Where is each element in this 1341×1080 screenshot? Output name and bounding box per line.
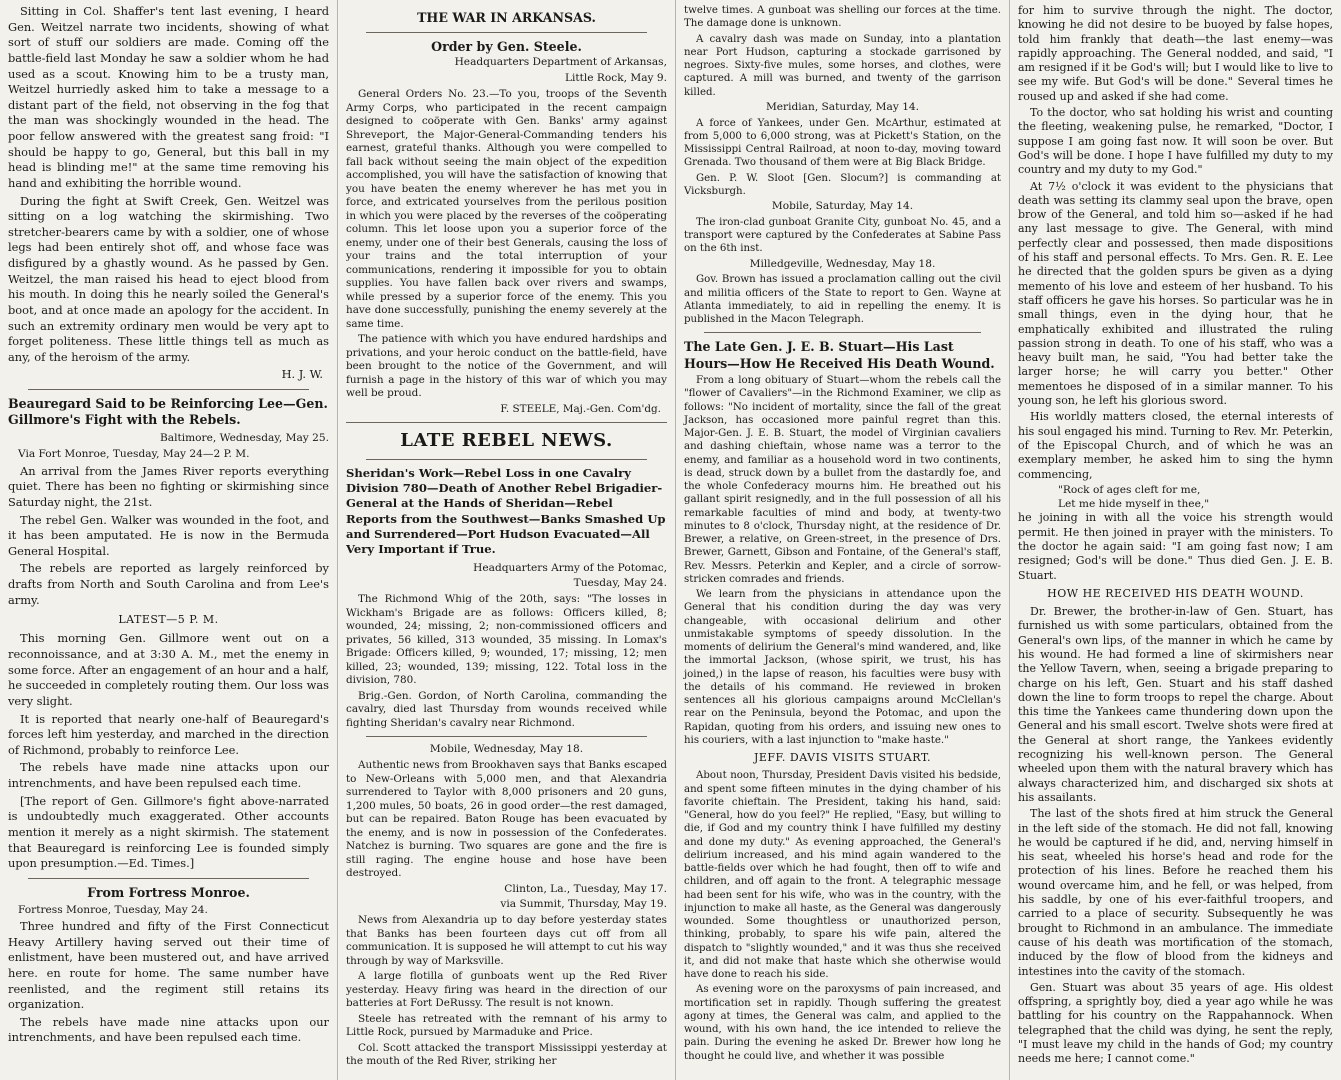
section-subheading: JEFF. DAVIS VISITS STUART. [753, 751, 932, 765]
article-paragraph: The rebels are reported as largely reinforced by drafts from North and South Carolina and from Lee's army. [8, 561, 329, 607]
article-paragraph: The rebel Gen. Walker was wounded in the foot, and it has been amputated. He is now in the Bermuda General Hospital. [8, 512, 329, 558]
article-paragraph: Sitting in Col. Shaffer's tent last evening, I heard Gen. Weitzel narrate two incidents, showing of what sort of stuff our soldiers are made. Coming off the battle-field last Monday he saw a soldier whom he had used as a scout. Knowing him to be a trusty man, Weitzel hurriedly asked him to take a message to a distant part of the field, not observing in the fog that the man was shockingly wounded in the head. The poor fellow answered with the greatest sang froid: "I should be happy to go, General, but this ball in my head is blinding me!" at the same time removing his hand and exhibiting the horrible wound. [8, 4, 329, 190]
article-paragraph: To the doctor, who sat holding his wrist and counting the fleeting, weakening pulse, he remarked, "Doctor, I suppose I am going fast now. It will soon be over. But God's will be done. I hope I have fulfilled my duty to my country and my duty to my God." [1018, 106, 1333, 177]
article-paragraph: His worldly matters closed, the eternal interests of his soul engaged his mind. Turning to Rev. Mr. Peterkin, of the Episcopal Church, and of which he was an exemplary member, he asked him to sing the hymn commencing, [1018, 410, 1333, 481]
article-paragraph: A large flotilla of gunboats went up the Red River yesterday. Heavy firing was heard in the direction of our batteries at Fort DeRussy. The result is not known. [346, 970, 667, 1010]
column-2 [337, 0, 675, 1080]
dateline: Headquarters Department of Arkansas, [454, 56, 667, 69]
dateline: Baltimore, Wednesday, May 25. [159, 431, 329, 444]
column-rule [704, 332, 981, 333]
dateline: Mobile, Saturday, May 14. [771, 200, 914, 213]
article-paragraph: Steele has retreated with the remnant of his army to Little Rock, pursued by Marmaduke and Price. [346, 1012, 667, 1039]
article-paragraph: A cavalry dash was made on Sunday, into a plantation near Port Hudson, capturing a stockade garrisoned by negroes. Sixty-five mules, some horses, and clothes, were captured. A mill was burned, and twenty of the garrison killed. [684, 33, 1001, 98]
dateline: Headquarters Army of the Potomac, [473, 561, 667, 574]
column-4 [1009, 0, 1341, 1080]
article-paragraph: During the fight at Swift Creek, Gen. Weitzel was sitting on a log watching the skirmishing. Two stretcher-bearers came by with a soldier, one of whose legs had been entirely shot off, and whose face was disfigured by a ghastly wound. As he passed by Gen. Weitzel, the man raised his head to eject blood from his mouth. In doing this he nearly soiled the General's boot, and at once made an apology for the accident. In such an extremity ordinary men would be very apt to forget politeness. These little things tell as much as any, of the heroism of the army. [8, 193, 329, 364]
article-paragraph: About noon, Thursday, President Davis visited his bedside, and spent some fifteen minutes in the dying chamber of his favorite chieftain. The President, taking his hand, said: "General, how do you feel?" He replied, "Easy, but willing to die, if God and my country think I have fulfilled my destiny and done my duty." As evening approached, the General's delirium increased, and his mind again wandered to the battle-fields over which he had fought, then off to wife and children, and off again to the front. A telegraphic message had been sent for his wife, who was in the country, with the injunction to make all haste, as the General was dangerously wounded. Some thoughtless or unauthorized person, thinking, probably, to spare his wife pain, altered the dispatch to "slightly wounded," and it was thus she received it, and did not make that haste which she otherwise would have done to reach his side. [684, 770, 1001, 981]
article-paragraph: Gen. P. W. Sloot [Gen. Slocum?] is commanding at Vicksburgh. [684, 172, 1001, 197]
hymn-verse: "Rock of ages cleft for me, [1058, 483, 1201, 496]
article-paragraph: Three hundred and fifty of the First Connecticut Heavy Artillery having served out their time of enlistment, have been mustered out, and have arrived here. en route for home. The same number have reenlisted, and the regiment still retains its organization. [8, 919, 329, 1012]
article-paragraph: From a long obituary of Stuart—whom the rebels call the "flower of Cavaliers"—in the Richmond Examiner, we clip as follows: "No incident of mortality, since the fall of the great Jackson, has occasioned more painful regret than this. Major-Gen. J. E. B. Stuart, the model of Virginian cavaliers and dashing chieftain, whose name was a terror to the enemy, and familiar as a household word in two continents, is dead, struck down by a bullet from the dastardly foe, and the whole Confederacy mourns him. He breathed out his gallant spirit resignedly, and in the full possession of all his remarkable faculties of mind and body, at twenty-two minutes to 8 o'clock, Thursday night, at the residence of Dr. Brewer, a relative, on Green-street, in the presence of Drs. Brewer, Garnett, Gibson and Fontaine, of the General's staff, Rev. Messrs. Peterkin and Kepler, and a circle of sorrow-stricken comrades and friends. [684, 375, 1001, 585]
signature: F. STEELE, Maj.-Gen. Com'dg. [500, 402, 661, 415]
column-1 [0, 0, 337, 1080]
article-headline: The Late Gen. J. E. B. Stuart—His Last Hours—How He Received His Death Wound. [684, 339, 995, 371]
article-paragraph: It is reported that nearly one-half of Beauregard's forces left him yesterday, and marched in the direction of Richmond, probably to reinforce Lee. [8, 711, 329, 757]
column-rule [366, 459, 647, 460]
article-headline: Order by Gen. Steele. [431, 38, 582, 54]
section-title: LATE REBEL NEWS. [400, 430, 613, 452]
dateline: Tuesday, May 24. [573, 577, 667, 590]
article-paragraph: The patience with which you have endured hardships and privations, and your heroic conduct on the battle-field, have been brought to the notice of the Government, and will furnish a page in the history of this war of which you may well be proud. [346, 333, 667, 400]
article-paragraph: We learn from the physicians in attendance upon the General that his condition during the day was very changeable, with occasional delirium and other unmistakable symptoms of speedy dissolution. In the moments of delirium the General's mind wandered, and, like the immortal Jackson, (whose spirit, we trust, his has joined,) in the lapse of reason, his faculties were busy with the details of his command. He reviewed in broken sentences all his glorious campaigns around McClellan's rear on the Peninsula, beyond the Potomac, and upon the Rapidan, quoting from his orders, and issuing new ones to his couriers, with a last injunction to "make haste." [684, 589, 1001, 746]
article-paragraph: for him to survive through the night. The doctor, knowing he did not desire to be buoyed by false hopes, told him frankly that death—the last enemy—was rapidly approaching. The General nodded, and said, "I am resigned if it be God's will; but I would like to live to see my wife. But God's will be done." Several times he roused up and asked if she had come. [1018, 4, 1333, 103]
article-paragraph: The Richmond Whig of the 20th, says: "The losses in Wickham's Brigade are as follows: Officers killed, 8; wounded, 24; missing, 2; non-commissioned officers and privates, 56 killed, 313 wounded, 35 missing. In Lomax's Brigade: Officers killed, 9; wounded, 17; missing, 12; men killed, 23; wounded, 139; missing, 122. Total loss in the division, 780. [346, 593, 667, 687]
dateline: via Summit, Thursday, May 19. [500, 898, 667, 911]
article-headline: THE WAR IN ARKANSAS. [417, 10, 596, 25]
dateline: Mobile, Wednesday, May 18. [429, 743, 584, 756]
article-paragraph: The rebels have made nine attacks upon our intrenchments, and have been repulsed each time. [8, 760, 329, 791]
article-paragraph: As evening wore on the paroxysms of pain increased, and mortification set in rapidly. Though suffering the greatest agony at times, the General was calm, and applied to the wound, with his own hand, the ice intended to relieve the pain. During the evening he asked Dr. Brewer how long he thought he could live, and whether it was possible [684, 984, 1001, 1062]
article-paragraph: he joining in with all the voice his strength would permit. He then joined in prayer with the ministers. To the doctor he again said: "I am going fast now; I am resigned; God's will be done." Thus died Gen. J. E. B. Stuart. [1018, 511, 1333, 582]
article-paragraph: twelve times. A gunboat was shelling our forces at the time. The damage done is unknown. [684, 5, 1001, 30]
dateline: Little Rock, May 9. [564, 72, 667, 85]
article-paragraph: An arrival from the James River reports everything quiet. There has been no fighting or skirmishing since Saturday night, the 21st. [8, 463, 329, 509]
dateline: Clinton, La., Tuesday, May 17. [504, 882, 667, 895]
article-paragraph: Gov. Brown has issued a proclamation calling out the civil and militia officers of the State to report to Gen. Wayne at Atlanta immediately, to aid in repelling the enemy. It is published in the Macon Telegraph. [684, 274, 1001, 326]
column-rule [28, 389, 309, 390]
article-paragraph: Dr. Brewer, the brother-in-law of Gen. Stuart, has furnished us with some particulars, obtained from the General's own lips, of the manner in which he came by his wound. He had formed a line of skirmishers near the Yellow Tavern, when, seeing a brigade preparing to charge on his left, Gen. Stuart and his staff dashed down the line to form troops to repel the charge. About this time the Yankees came thundering down upon the General and his small escort. Twelve shots were fired at the General at short range, the Yankees evidently recognizing his well-known person. The General wheeled upon them with the natural bravery which has always characterized him, and discharged six shots at his assailants. [1018, 605, 1333, 804]
article-paragraph: Gen. Stuart was about 35 years of age. His oldest offspring, a sprightly boy, died a year ago while he was battling for his country on the Rappahannock. When telegraphed that the child was dying, he sent the reply, "I must leave my child in the hands of God; my country needs me here; I cannot come." [1018, 980, 1333, 1066]
column-rule [366, 32, 647, 33]
signature: H. J. W. [281, 367, 323, 382]
article-subheadline: Sheridan's Work—Rebel Loss in one Cavalry Division 780—Death of Another Rebel Brigadier-General at the Hands of Sheridan—Rebel Reports from the Southwest—Banks Smashed Up and Surrendered—Port Hudson Evacuated—All Very Important if True. [346, 465, 666, 557]
article-paragraph: At 7½ o'clock it was evident to the physicians that death was setting its clammy seal upon the brave, open brow of the General, and told him so—asked if he had any last message to give. The General, with mind perfectly clear and possessed, then made dispositions of his staff and personal effects. To Mrs. Gen. R. E. Lee he directed that the golden spurs be given as a dying memento of his love and esteem of her husband. To his staff officers he gave his horses. So particular was he in small things, even in the dying hour, that he emphatically exhibited and illustrated the ruling passion strong in death. To one of his staff, who was a heavy built man, he said, "You had better take the larger horse; he will carry you better." Other mementoes he disposed of in a similar manner. To his young son, he left his glorious sword. [1018, 179, 1333, 408]
column-3 [675, 0, 1009, 1080]
article-paragraph: Col. Scott attacked the transport Mississippi yesterday at the mouth of the Red River, striking her [346, 1041, 667, 1068]
dateline: Meridian, Saturday, May 14. [765, 100, 920, 113]
article-paragraph: Authentic news from Brookhaven says that Banks escaped to New-Orleans with 5,000 men, and that Alexandria surrendered to Taylor with 8,000 prisoners and 20 guns, 1,200 mules, 50 boats, 26 in good order—the rest damaged, but can be repaired. Baton Rouge has been evacuated by the enemy, and is now in possession of the Confederates. Natchez is burning. Two squares are gone and the fire is still raging. The engine house and hose have been destroyed. [346, 759, 667, 880]
column-rule [28, 878, 309, 879]
section-subheading: HOW HE RECEIVED HIS DEATH WOUND. [1047, 586, 1304, 600]
article-paragraph: This morning Gen. Gillmore went out on a reconnoissance, and at 3:30 A. M., met the enemy in some force. After an engagement of an hour and a half, he succeeded in completely routing them. Our loss was very slight. [8, 631, 329, 708]
dateline: Milledgeville, Wednesday, May 18. [749, 257, 936, 270]
article-paragraph: General Orders No. 23.—To you, troops of the Seventh Army Corps, who participated in the recent campaign designed to coöperate with Gen. Banks' army against Shreveport, the Major-General-Commanding tenders his earnest, grateful thanks. Although you were compelled to fall back without seeing the main object of the expedition accomplished, you will have the satisfaction of knowing that you have beaten the enemy wherever he has met you in force, and extricated yourselves from the perilous position in which you were placed by the reverses of the coöperating column. This let loose upon you a superior force of the enemy, under one of their best Generals, causing the loss of your trains and the total interruption of your communications, rendering it impossible for you to obtain supplies. You have fallen back over rivers and swamps, while pressed by a superior force of the enemy. This you have done successfully, punishing the enemy severely at the same time. [346, 88, 667, 330]
dateline: Via Fort Monroe, Tuesday, May 24—2 P. M. [18, 448, 250, 461]
article-paragraph: News from Alexandria up to day before yesterday states that Banks has been fourteen days cut off from all communication. It is supposed he will attempt to cut his way through by way of Marksville. [346, 914, 667, 967]
column-rule [366, 736, 647, 737]
dateline: Fortress Monroe, Tuesday, May 24. [18, 903, 208, 916]
hymn-verse: Let me hide myself in thee," [1058, 497, 1210, 510]
section-rule [346, 422, 667, 423]
article-headline: Beauregard Said to be Reinforcing Lee—Gen. Gillmore's Fight with the Rebels. [8, 396, 328, 428]
article-paragraph: A force of Yankees, under Gen. McArthur, estimated at from 5,000 to 6,000 strong, was at Pickett's Station, on the Mississippi Central Railroad, at noon to-day, moving toward Grenada. Two thousand of them were at Big Black Bridge. [684, 117, 1001, 169]
article-paragraph: The last of the shots fired at him struck the General in the left side of the stomach. He did not fall, knowing he would be captured if he did, and, nerving himself in his seat, wheeled his horse's head and rode for the protection of his lines. Before he reached them his wound overcame him, and he fell, or was helped, from his saddle, by one of his ever-faithful troopers, and carried to a place of security. Subsequently he was brought to Richmond in an ambulance. The immediate cause of his death was mortification of the stomach, induced by the flow of blood from the kidneys and intestines into the cavity of the stomach. [1018, 807, 1333, 978]
article-paragraph: The iron-clad gunboat Granite City, gunboat No. 45, and a transport were captured by the Confederates at Sabine Pass on the 6th inst. [684, 216, 1001, 255]
article-paragraph: Brig.-Gen. Gordon, of North Carolina, commanding the cavalry, died last Thursday from wounds received while fighting Sheridan's cavalry near Richmond. [346, 689, 667, 729]
article-headline: From Fortress Monroe. [87, 884, 250, 900]
article-paragraph: The rebels have made nine attacks upon our intrenchments, and have been repulsed each time. [8, 1014, 329, 1045]
article-paragraph: [The report of Gen. Gillmore's fight above-narrated is undoubtedly much exaggerated. Other accounts mention it merely as a night skirmish. The statement that Beauregard is reinforcing Lee is founded simply upon presumption.—Ed. Times.] [8, 793, 329, 871]
section-subheading: LATEST—5 P. M. [118, 613, 219, 627]
